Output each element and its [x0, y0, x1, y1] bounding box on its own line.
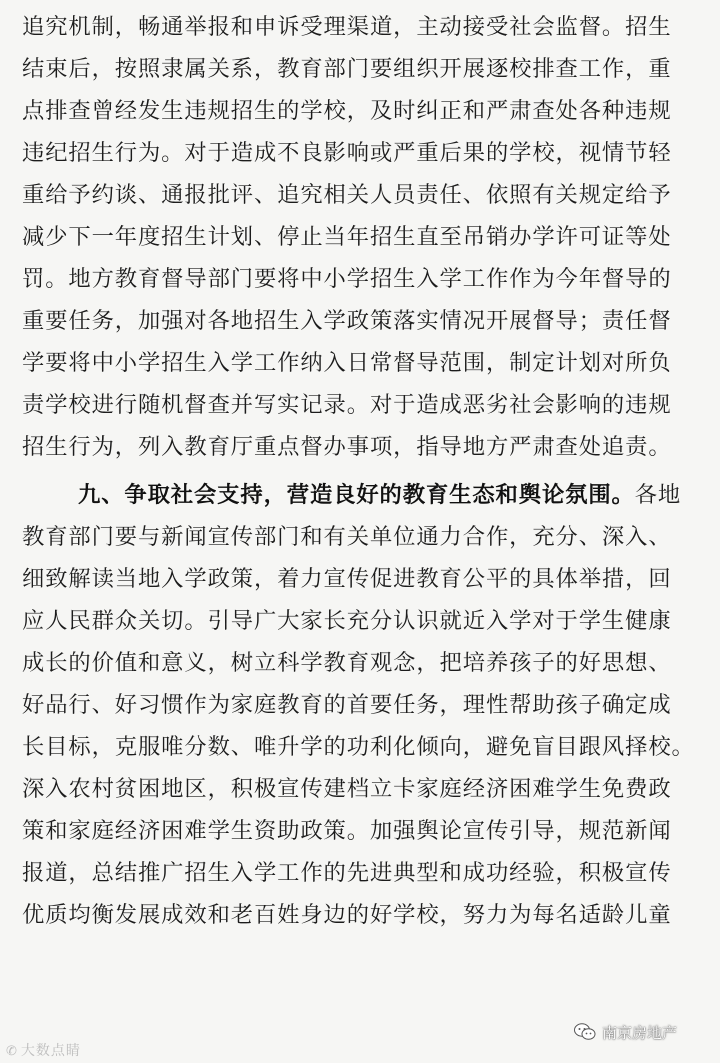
watermark-left-text: 大数点睛: [20, 1043, 81, 1059]
text-line: 报道，总结推广招生入学工作的先进典型和成功经验，积极宣传: [22, 860, 672, 886]
text-line: 招生行为，列入教育厅重点督办事项，指导地方严肃查处追责。: [22, 434, 672, 460]
section-heading: 九、争取社会支持，营造良好的教育生态和舆论氛围。: [78, 482, 635, 508]
text-line: 深入农村贫困地区，积极宣传建档立卡家庭经济困难学生免费政: [22, 776, 672, 802]
text-line: 罚。地方教育督导部门要将中小学招生入学工作作为今年督导的: [22, 266, 672, 292]
text-line: 责学校进行随机督查并写实记录。对于造成恶劣社会影响的违规: [22, 392, 672, 418]
text-line: 违纪招生行为。对于造成不良影响或严重后果的学校，视情节轻: [22, 140, 672, 166]
text-line: 追究机制，畅通举报和申诉受理渠道，主动接受社会监督。招生: [22, 14, 672, 40]
watermark-right: [574, 1020, 677, 1044]
section-heading-line: [22, 474, 700, 516]
text-line: 成长的价值和意义，树立科学教育观念，把培养孩子的好思想、: [22, 650, 672, 676]
text-line: 重给予约谈、通报批评、追究相关人员责任、依照有关规定给予: [22, 182, 672, 208]
watermark-right-text: 南京房地产: [602, 1023, 678, 1042]
text-line: 长目标，克服唯分数、唯升学的功利化倾向，避免盲目跟风择校。: [22, 734, 695, 760]
text-line: 减少下一年度招生计划、停止当年招生直至吊销办学许可证等处: [22, 224, 672, 250]
text-line: 策和家庭经济困难学生资助政策。加强舆论宣传引导，规范新闻: [22, 818, 672, 844]
text-line: 好品行、好习惯作为家庭教育的首要任务，理性帮助孩子确定成: [22, 692, 672, 718]
section-first-tail: 各地: [634, 482, 682, 508]
text-line: 学要将中小学招生入学工作纳入日常督导范围，制定计划对所负: [22, 350, 672, 376]
text-line: 应人民群众关切。引导广大家长充分认识就近入学对于学生健康: [22, 608, 672, 634]
text-line: 优质均衡发展成效和老百姓身边的好学校，努力为每名适龄儿童: [22, 902, 672, 928]
text-line: 点排查曾经发生违规招生的学校，及时纠正和严肃查处各种违规: [22, 98, 672, 124]
text-line: 细致解读当地入学政策，着力宣传促进教育公平的具体举措，回: [22, 566, 672, 592]
document-body: [22, 6, 700, 936]
text-line: 重要任务，加强对各地招生入学政策落实情况开展督导；责任督: [22, 308, 672, 334]
watermark-left: [6, 1040, 81, 1060]
watermark-logo-icon: ✆: [6, 1044, 18, 1059]
text-line: 教育部门要与新闻宣传部门和有关单位通力合作，充分、深入、: [22, 524, 672, 550]
text-line: 结束后，按照隶属关系，教育部门要组织开展逐校排查工作，重: [22, 56, 672, 82]
wechat-icon: [574, 1023, 596, 1041]
